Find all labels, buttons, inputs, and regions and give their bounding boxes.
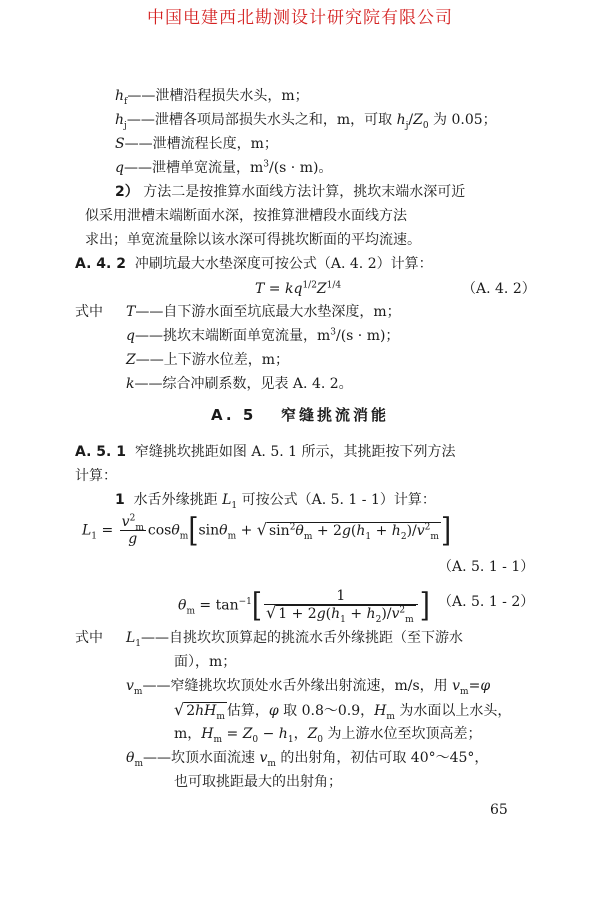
- def-z: Z——上下游水位差，m；: [126, 352, 290, 368]
- item-1: 1 水舌外缘挑距 $L_1$ 可按公式（A. 5. 1 - 1）计算：: [115, 492, 436, 511]
- def-thetam: $\theta_m——$坎顶水面流速 $v_m$ 的出射角，初估可取 40°～45°，: [126, 750, 489, 769]
- def-q2: q——挑坎末端断面单宽流量，$m^3/(s \cdot m)$；: [126, 327, 400, 344]
- section-title: A. 5 窄缝挑流消能: [211, 406, 389, 424]
- def-t: T——自下游水面至坑底最大水垫深度，m；: [126, 304, 401, 320]
- def-l1: $L_1——$自挑坎坎顶算起的挑流水舌外缘挑距（至下游水: [126, 630, 464, 649]
- def-hj: $h_j——$泄槽各项局部损失水头之和，m，可取 $h_j/Z_0$ 为 0.05；: [115, 112, 497, 131]
- def-thetam-line2: 也可取挑距最大的出射角；: [174, 774, 342, 790]
- def-vm-line2: √ $2hH_m$ 估算，φ 取 0.8～0.9，$H_m$ 为水面以上水头，: [174, 700, 512, 722]
- clause-a51-line2: 计算：: [75, 468, 117, 484]
- def-l1-line2: 面），m；: [174, 654, 237, 670]
- def-q: q——泄槽单宽流量，$m^3/(s \cdot m)$。: [115, 159, 333, 176]
- eqno-a511: （A. 5. 1 - 1）: [438, 559, 535, 575]
- watermark-header: 中国电建西北勘测设计研究院有限公司: [147, 8, 453, 28]
- def-k: k——综合冲刷系数，见表 A. 4. 2。: [126, 376, 353, 392]
- where-label-1: 式中: [75, 304, 103, 320]
- def-s: S——泄槽流程长度，m；: [115, 136, 278, 152]
- where-label-2: 式中: [75, 630, 103, 646]
- def-vm-line3: m，$H_m = Z_0 - h_1$，$Z_0$ 为上游水位至坎顶高差；: [174, 726, 482, 745]
- def-vm: $v_m——$窄缝挑坎坎顶处水舌外缘出射流速，m/s，用 $v_m=\varphi$: [126, 678, 491, 697]
- formula-a511: $L_1$ = $\frac{v^2_m}{g}$ cosθ$_m$[sinθ$_m$ + √ $\sin^2\theta_m + 2g(h_1 + h_2)/v^2_m$]: [82, 511, 452, 550]
- item-2-line2: 似采用泄槽末端断面水深，按推算泄槽段水面线方法: [85, 208, 407, 224]
- item-2-line3: 求出；单宽流量除以该水深可得挑坎断面的平均流速。: [85, 232, 421, 248]
- formula-a42: $T = kq^{1/2}Z^{1/4}$: [255, 280, 342, 297]
- item-2-line1: 2） 方法二是按推算水面线方法计算，挑坎末端水深可近: [115, 184, 466, 200]
- formula-a512: $\theta_m = \tan^{-1}$[ $\frac{1}{√ 1 + 2g(h_1 + h_2)/v^2_m}$ ]: [178, 586, 430, 625]
- clause-a42: A. 4. 2 冲刷坑最大水垫深度可按公式（A. 4. 2）计算：: [75, 256, 433, 272]
- def-hf: $h_f——$泄槽沿程损失水头，m；: [115, 88, 309, 107]
- page-number: 65: [490, 802, 508, 818]
- clause-a51: A. 5. 1 窄缝挑坎挑距如图 A. 5. 1 所示，其挑距按下列方法: [75, 444, 456, 460]
- eqno-a42: （A. 4. 2）: [462, 281, 536, 297]
- eqno-a512: （A. 5. 1 - 2）: [438, 594, 535, 610]
